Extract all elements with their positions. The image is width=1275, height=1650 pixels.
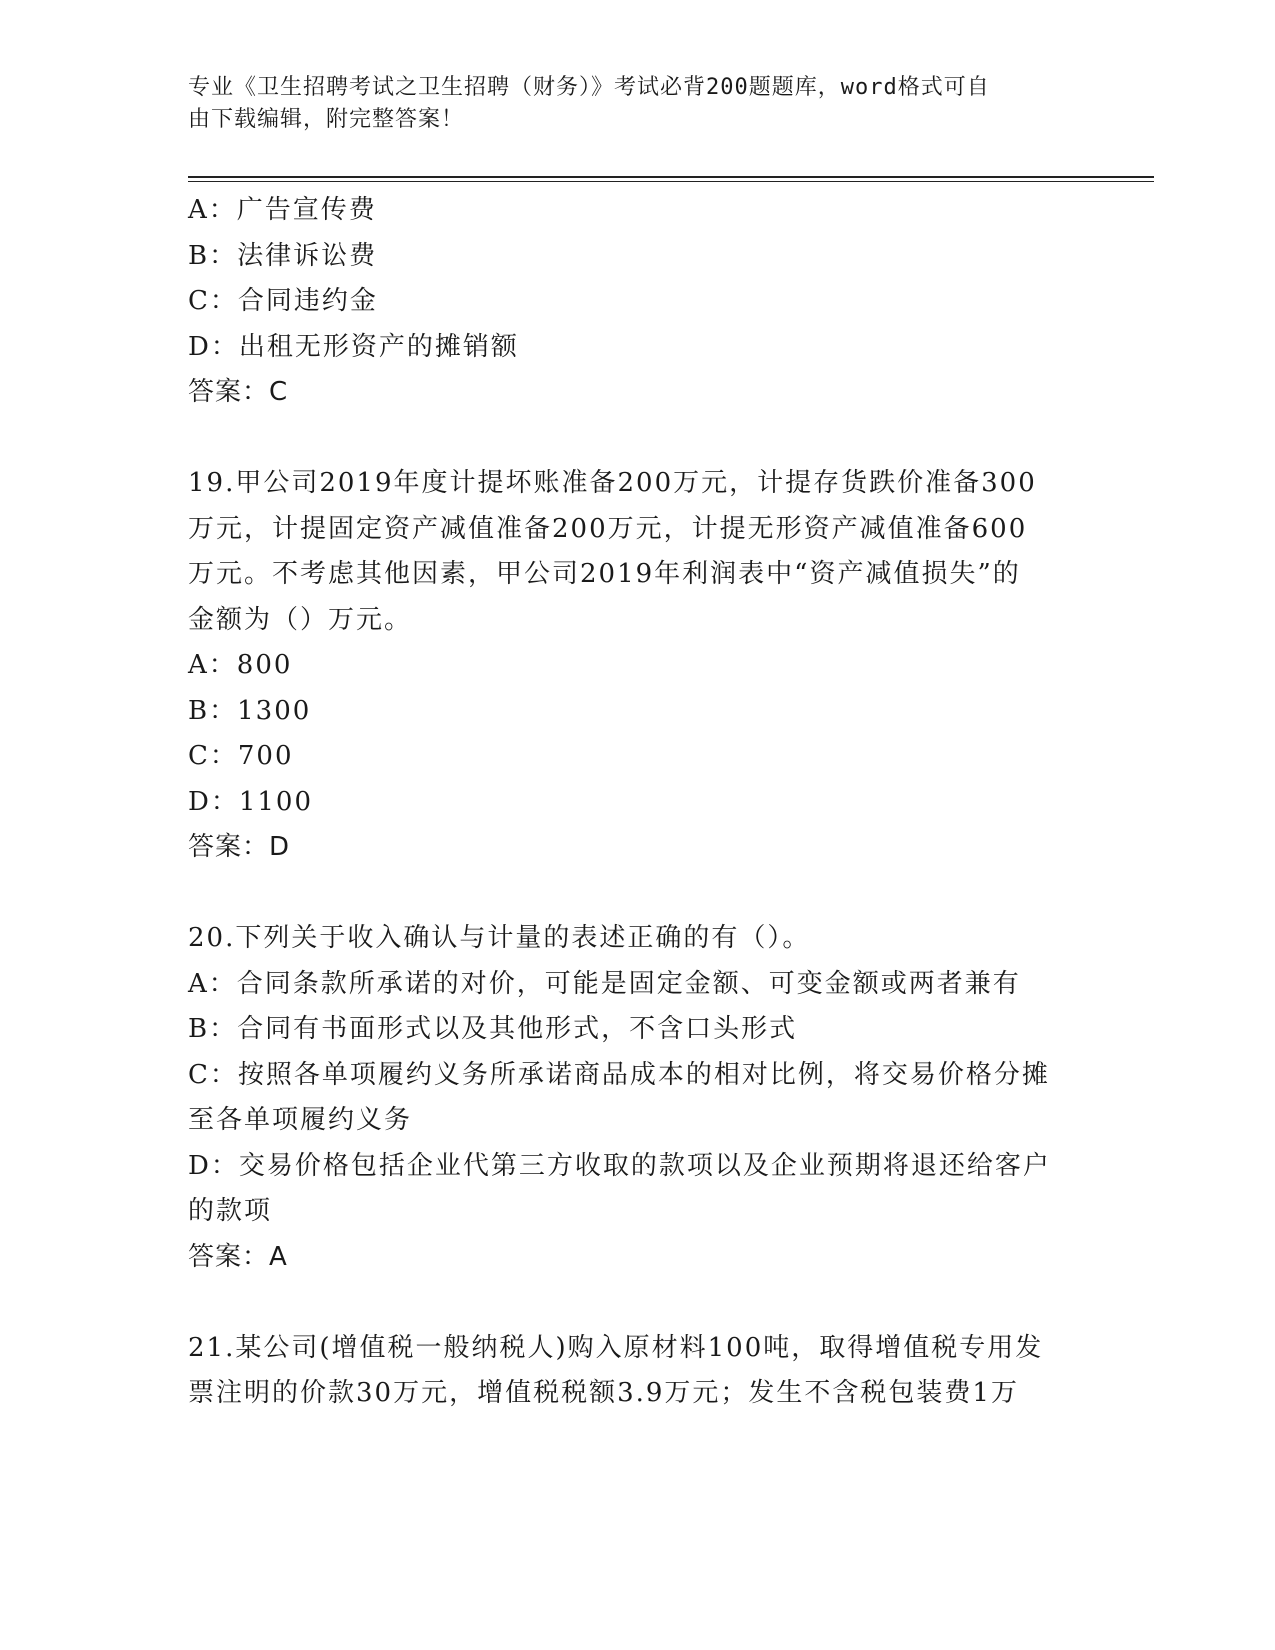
question-stem-line: 20.下列关于收入确认与计量的表述正确的有（）。: [188, 923, 811, 953]
question-stem-line: 19.甲公司2019年度计提坏账准备200万元，计提存货跌价准备300: [188, 468, 1037, 498]
option-c-continued: 至各单项履约义务: [188, 1105, 413, 1135]
spacer: [188, 871, 1088, 917]
question-list: [188, 188, 1088, 1417]
header-line-1: 专业《卫生招聘考试之卫生招聘（财务）》考试必背200题题库，word格式可自: [188, 75, 990, 100]
option-d-continued: 的款项: [188, 1196, 273, 1226]
option-c: C：700: [188, 741, 294, 771]
answer: 答案：D: [188, 832, 291, 862]
option-d: D：交易价格包括企业代第三方收取的款项以及企业预期将退还给客户: [188, 1150, 1051, 1181]
question-stem-line: 万元，计提固定资产减值准备200万元，计提无形资产减值准备600: [188, 513, 1028, 544]
header-divider-thin: [188, 181, 1154, 182]
question-20: [188, 916, 1088, 1280]
option-b: B：法律诉讼费: [188, 240, 378, 271]
option-d: D：出租无形资产的摊销额: [188, 331, 519, 362]
question-19: [188, 461, 1088, 871]
option-a: A：广告宣传费: [188, 195, 377, 225]
question-stem-line: 票注明的价款30万元，增值税税额3.9万元；发生不含税包装费1万: [188, 1378, 1019, 1408]
question-stem-line: 21.某公司(增值税一般纳税人)购入原材料100吨，取得增值税专用发: [188, 1332, 1044, 1363]
answer: 答案：A: [188, 1241, 288, 1272]
question-18: [188, 188, 1088, 416]
document-header: [188, 72, 1068, 136]
spacer: [188, 1280, 1088, 1326]
question-stem-line: 金额为（）万元。: [188, 604, 413, 635]
option-c: C：合同违约金: [188, 286, 378, 316]
option-d: D：1100: [188, 786, 314, 817]
option-c: C：按照各单项履约义务所承诺商品成本的相对比例，将交易价格分摊: [188, 1059, 1050, 1090]
header-divider-thick: [188, 176, 1154, 178]
option-a: A：800: [188, 650, 293, 680]
option-b: B：1300: [188, 695, 312, 726]
option-b: B：合同有书面形式以及其他形式，不含口头形式: [188, 1014, 798, 1044]
header-line-2: 由下载编辑，附完整答案！: [188, 107, 465, 132]
option-a: A：合同条款所承诺的对价，可能是固定金额、可变金额或两者兼有: [188, 968, 1021, 999]
answer: 答案：C: [188, 377, 289, 407]
question-stem-line: 万元。不考虑其他因素，甲公司2019年利润表中“资产减值损失”的: [188, 559, 1021, 589]
question-21: [188, 1326, 1088, 1417]
spacer: [188, 416, 1088, 462]
